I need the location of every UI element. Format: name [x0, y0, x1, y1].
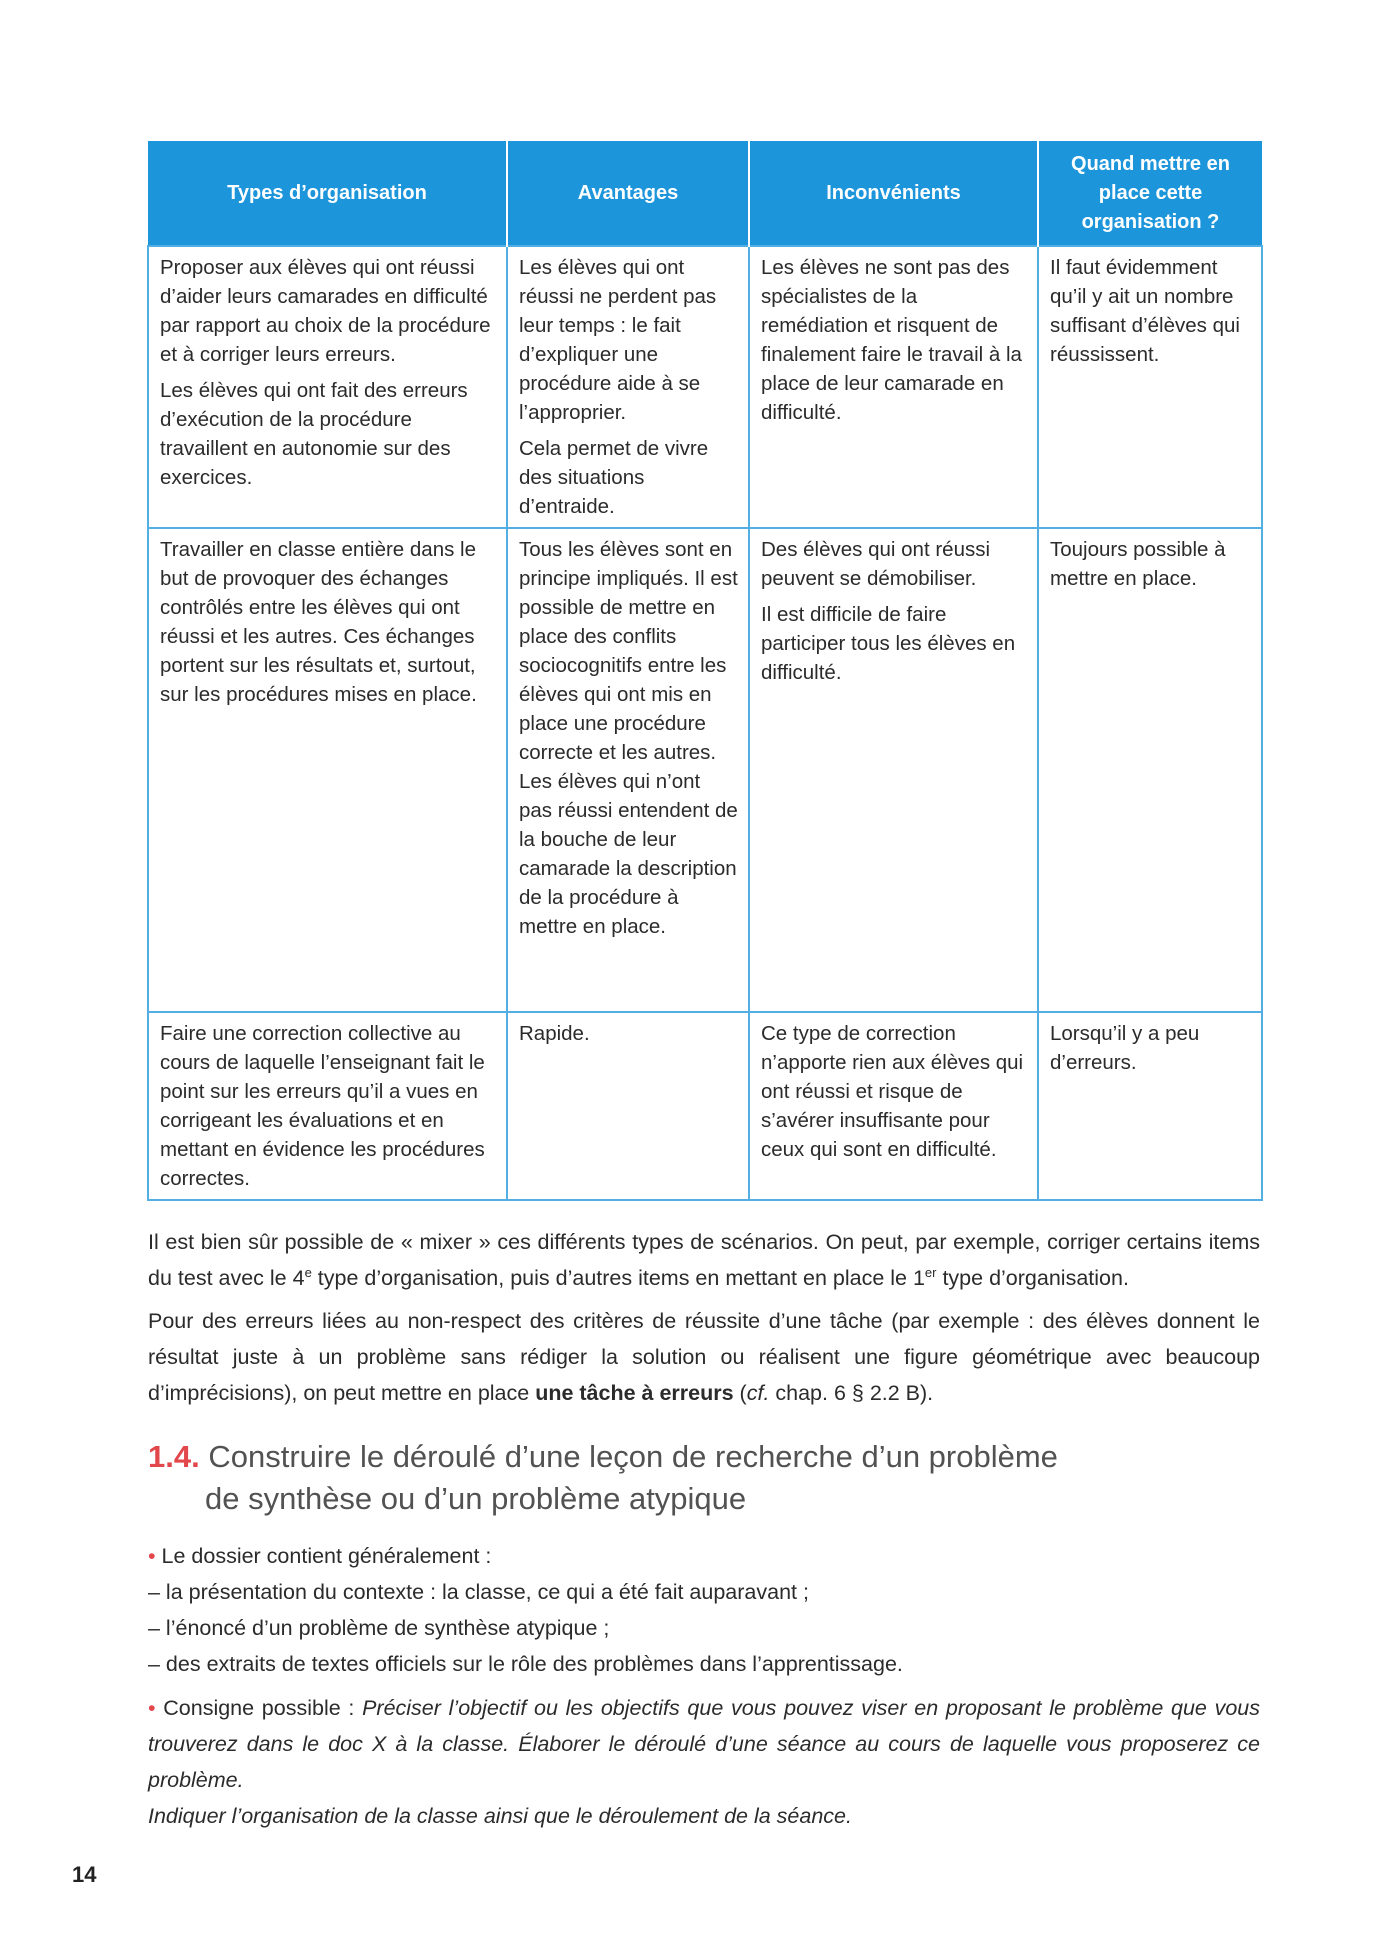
cell-paragraph: Il faut évidemment qu’il y ait un nombre suffisant d’élèves qui réussissent. [1050, 256, 1240, 366]
cell-inconvenients [749, 246, 1038, 528]
cell-paragraph: Travailler en classe entière dans le but de provoquer des échanges contrôlés entre les élèves qui ont réussi et les autres. Ces échanges portent sur les résultats et, surtout, sur les procédures mises en place. [160, 538, 477, 706]
cell-paragraph: Les élèves ne sont pas des spécialistes de la remédiation et risquent de finalement faire le travail à la place de leur camarade en difficulté. [761, 256, 1022, 424]
section-heading [148, 1436, 1148, 1520]
cell-paragraph: Faire une correction collective au cours de laquelle l’enseignant fait le point sur les erreurs qu’il a vues en corrigeant les évaluations et en mettant en évidence les procédures correctes. [160, 1022, 485, 1190]
cell-inconvenients [749, 528, 1038, 1012]
text-run: Le dossier contient généralement : [161, 1544, 492, 1568]
cell-paragraph: Les élèves qui ont réussi ne perdent pas leur temps : le fait d’expliquer une procédure aide à se l’approprier. [519, 256, 717, 424]
consigne-label: Consigne possible : [163, 1696, 363, 1720]
header-types: Types d’organisation [148, 141, 507, 246]
page-number: 14 [72, 1862, 97, 1887]
cell-paragraph: Lorsqu’il y a peu d’erreurs. [1050, 1022, 1200, 1074]
cell-paragraph: Proposer aux élèves qui ont réussi d’aider leurs camarades en difficulté par rapport au choix de la procédure et à corriger leurs erreurs. [160, 256, 491, 366]
text-run: type d’organisation. [936, 1266, 1129, 1290]
cell-type [148, 1012, 507, 1200]
superscript: er [924, 1264, 937, 1280]
text-run: ( [733, 1381, 747, 1405]
cell-paragraph: Les élèves qui ont fait des erreurs d’exécution de la procédure travaillent en autonomie sur des exercices. [160, 379, 468, 489]
table-header-row [148, 141, 1262, 246]
cell-paragraph: Toujours possible à mettre en place. [1050, 538, 1226, 590]
emphasis-text: une tâche à erreurs [535, 1381, 734, 1405]
header-quand: Quand mettre en place cette organisation ? [1038, 141, 1262, 246]
organisation-table [147, 141, 1263, 1201]
dossier-intro [148, 1538, 1260, 1574]
erreurs-paragraph [148, 1303, 1260, 1411]
table-row [148, 1012, 1262, 1200]
italic-text: cf. [746, 1381, 770, 1405]
header-inconvenients: Inconvénients [749, 141, 1038, 246]
cell-quand [1038, 1012, 1262, 1200]
consigne-paragraph [148, 1690, 1260, 1834]
mixer-paragraph [148, 1224, 1260, 1296]
bullet-icon: • [148, 1544, 156, 1568]
cell-quand [1038, 528, 1262, 1012]
cell-avantages [507, 528, 749, 1012]
cell-paragraph: Il est difficile de faire participer tous les élèves en difficulté. [761, 603, 1016, 684]
cell-paragraph: Cela permet de vivre des situations d’entraide. [519, 437, 709, 518]
bullet-icon: • [148, 1696, 156, 1720]
cell-quand [1038, 246, 1262, 528]
header-avantages: Avantages [507, 141, 749, 246]
cell-type [148, 246, 507, 528]
consigne-text: Préciser l’objectif ou les objectifs que vous pouvez viser en proposant le problème que vous trouverez dans le doc X à la classe. Élaborer le déroulé d’une séance au cours de laquelle vous proposerez ce problème. [148, 1696, 1260, 1792]
text-run: Il est bien sûr possible de « mixer » ces différents types de scénarios. On peut, par exemple, corriger certains items du test avec le 4 [148, 1230, 1260, 1290]
superscript: e [304, 1264, 312, 1280]
cell-paragraph: Rapide. [519, 1022, 590, 1045]
section-title-line2: de synthèse ou d’un problème atypique [205, 1481, 747, 1516]
table-row [148, 246, 1262, 528]
cell-paragraph: Tous les élèves sont en principe impliqués. Il est possible de mettre en place des conflits sociocognitifs entre les élèves qui ont mis en place une procédure correcte et les autres. Les élèves qui n’ont pas réussi entendent de la bouche de leur camarade la description de la procédure à mettre en place. [519, 538, 738, 938]
text-run: type d’organisation, puis d’autres items en mettant en place le 1 [311, 1266, 925, 1290]
consigne-text: Indiquer l’organisation de la classe ainsi que le déroulement de la séance. [148, 1804, 852, 1828]
cell-inconvenients [749, 1012, 1038, 1200]
table-row [148, 528, 1262, 1012]
text-run: Pour des erreurs liées au non-respect des critères de réussite d’une tâche (par exemple : des élèves donnent le résultat juste à un problème sans rédiger la solution ou réalisent une figure géométrique avec beaucoup d’imprécisions), on peut mettre en place [148, 1309, 1260, 1405]
cell-avantages [507, 1012, 749, 1200]
cell-paragraph: Ce type de correction n’apporte rien aux élèves qui ont réussi et risque de s’avérer insuffisante pour ceux qui sont en difficulté. [761, 1022, 1024, 1161]
text-run: chap. 6 § 2.2 B). [769, 1381, 934, 1405]
cell-paragraph: Des élèves qui ont réussi peuvent se démobiliser. [761, 538, 991, 590]
list-item: – la présentation du contexte : la classe, ce qui a été fait auparavant ; [148, 1580, 809, 1604]
cell-avantages [507, 246, 749, 528]
section-number: 1.4. [148, 1439, 200, 1474]
section-title-line1: Construire le déroulé d’une leçon de recherche d’un problème [208, 1439, 1058, 1474]
list-item: – l’énoncé d’un problème de synthèse atypique ; [148, 1616, 610, 1640]
list-item: – des extraits de textes officiels sur le rôle des problèmes dans l’apprentissage. [148, 1652, 903, 1676]
cell-type [148, 528, 507, 1012]
